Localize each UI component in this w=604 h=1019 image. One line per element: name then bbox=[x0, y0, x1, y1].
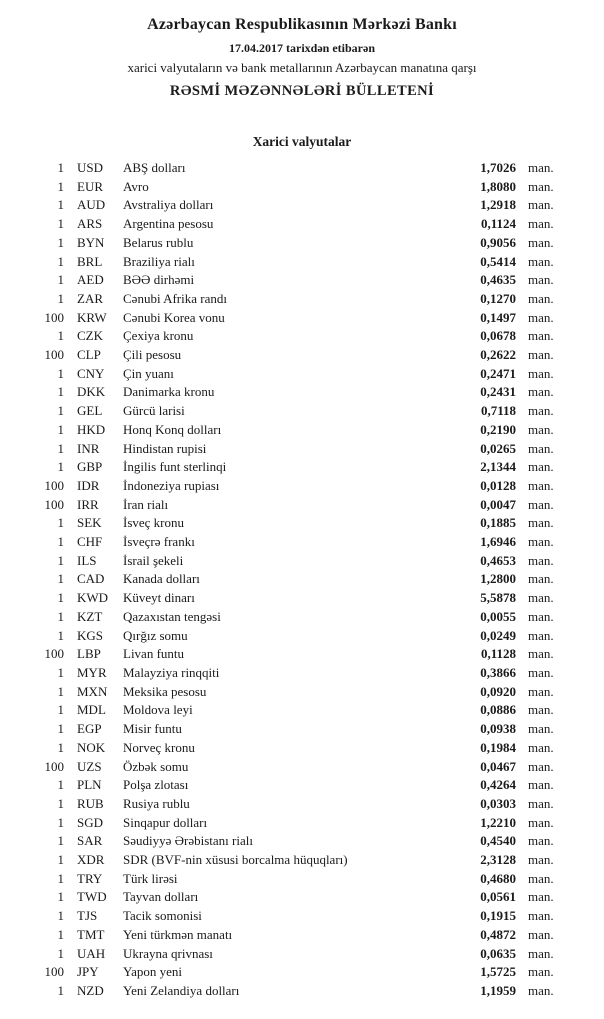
currency-unit: man. bbox=[528, 646, 554, 662]
currency-code: SEK bbox=[77, 515, 102, 531]
currency-code: CAD bbox=[77, 571, 105, 587]
currency-name: Cənubi Korea vonu bbox=[123, 309, 225, 325]
table-row bbox=[36, 215, 564, 234]
table-row bbox=[36, 440, 564, 459]
currency-rate: 0,0249 bbox=[480, 627, 516, 643]
currency-code: DKK bbox=[77, 384, 106, 400]
currency-name: İran rialı bbox=[123, 496, 169, 512]
table-row bbox=[36, 776, 564, 795]
currency-unit: man. bbox=[528, 272, 554, 288]
table-row bbox=[36, 365, 564, 384]
currency-code: CHF bbox=[77, 534, 103, 550]
currency-quantity: 1 bbox=[57, 608, 64, 624]
currency-quantity: 1 bbox=[57, 814, 64, 830]
currency-rate: 1,7026 bbox=[480, 160, 516, 175]
table-row bbox=[36, 309, 564, 328]
currency-unit: man. bbox=[528, 982, 554, 998]
currency-unit: man. bbox=[528, 683, 554, 699]
currency-name: Honq Konq dolları bbox=[123, 421, 222, 437]
currency-rate: 0,7118 bbox=[480, 403, 516, 419]
table-row bbox=[36, 758, 564, 777]
currency-quantity: 1 bbox=[57, 178, 64, 194]
currency-rate: 0,4653 bbox=[480, 552, 516, 568]
currency-quantity: 1 bbox=[57, 590, 64, 606]
currency-unit: man. bbox=[528, 926, 554, 942]
currency-rate: 0,2622 bbox=[480, 347, 516, 363]
currency-code: JPY bbox=[77, 964, 99, 980]
currency-code: IRR bbox=[77, 496, 99, 512]
currency-name: Argentina pesosu bbox=[123, 216, 214, 232]
currency-rate: 0,0920 bbox=[480, 683, 516, 699]
currency-name: Kanada dolları bbox=[123, 571, 200, 587]
currency-code: TRY bbox=[77, 870, 103, 886]
currency-name: İsrail şekeli bbox=[123, 552, 184, 568]
currency-rate: 0,0938 bbox=[480, 721, 516, 737]
currency-unit: man. bbox=[528, 590, 554, 606]
currency-quantity: 1 bbox=[57, 197, 64, 213]
currency-rate: 1,6946 bbox=[480, 534, 516, 550]
currency-quantity: 1 bbox=[57, 421, 64, 437]
currency-code: CZK bbox=[77, 328, 103, 344]
currency-unit: man. bbox=[528, 758, 554, 774]
currency-code: GEL bbox=[77, 403, 103, 419]
table-row bbox=[36, 458, 564, 477]
table-row bbox=[36, 421, 564, 440]
currency-unit: man. bbox=[528, 964, 554, 980]
currency-name: Yeni Zelandiya dolları bbox=[123, 982, 240, 998]
currency-name: Çin yuanı bbox=[123, 365, 174, 381]
currency-name: ABŞ dolları bbox=[123, 160, 186, 175]
currency-quantity: 1 bbox=[57, 870, 64, 886]
currency-unit: man. bbox=[528, 945, 554, 961]
currency-unit: man. bbox=[528, 739, 554, 755]
currency-rate: 2,1344 bbox=[480, 459, 516, 475]
currency-quantity: 100 bbox=[44, 964, 64, 980]
currency-rate: 0,4264 bbox=[480, 777, 516, 793]
currency-unit: man. bbox=[528, 290, 554, 306]
table-row bbox=[36, 552, 564, 571]
table-row bbox=[36, 870, 564, 889]
currency-name: Tacik somonisi bbox=[123, 908, 202, 924]
currency-code: GBP bbox=[77, 459, 103, 475]
currency-rate: 1,8080 bbox=[480, 178, 516, 194]
currency-unit: man. bbox=[528, 664, 554, 680]
currency-name: Braziliya rialı bbox=[123, 253, 195, 269]
currency-quantity: 1 bbox=[57, 833, 64, 849]
effective-date-line: 17.04.2017 tarixdən etibarən bbox=[229, 41, 375, 55]
currency-rate: 0,0047 bbox=[480, 496, 516, 512]
currency-name: İsveçrə frankı bbox=[123, 534, 195, 550]
currency-code: NOK bbox=[77, 739, 106, 755]
currency-code: AUD bbox=[77, 197, 106, 213]
currency-unit: man. bbox=[528, 403, 554, 419]
currency-rate: 0,4540 bbox=[480, 833, 516, 849]
table-row bbox=[36, 570, 564, 589]
currency-name: Küveyt dinarı bbox=[123, 590, 195, 606]
currency-name: Avstraliya dolları bbox=[123, 197, 214, 213]
currency-name: Norveç kronu bbox=[123, 739, 195, 755]
currency-code: IDR bbox=[77, 477, 100, 493]
currency-rate: 0,0886 bbox=[480, 702, 516, 718]
currency-rate: 0,1885 bbox=[480, 515, 516, 531]
currency-rate: 0,1270 bbox=[480, 290, 516, 306]
table-row bbox=[36, 253, 564, 272]
table-row bbox=[36, 701, 564, 720]
table-row bbox=[36, 645, 564, 664]
table-row bbox=[36, 683, 564, 702]
currency-quantity: 1 bbox=[57, 982, 64, 998]
currency-quantity: 1 bbox=[57, 664, 64, 680]
currency-name: Malayziya rinqqiti bbox=[123, 664, 220, 680]
currency-rate: 0,4635 bbox=[480, 272, 516, 288]
currency-unit: man. bbox=[528, 571, 554, 587]
currency-quantity: 1 bbox=[57, 702, 64, 718]
table-row bbox=[36, 327, 564, 346]
currency-quantity: 1 bbox=[57, 683, 64, 699]
currency-code: ZAR bbox=[77, 290, 103, 306]
table-row bbox=[36, 514, 564, 533]
currency-unit: man. bbox=[528, 627, 554, 643]
currency-name: BƏƏ dirhəmi bbox=[123, 272, 195, 288]
currency-unit: man. bbox=[528, 160, 554, 175]
table-row bbox=[36, 720, 564, 739]
currency-unit: man. bbox=[528, 197, 554, 213]
currency-rate: 0,0055 bbox=[480, 608, 516, 624]
currency-name: Səudiyyə Ərəbistanı rialı bbox=[123, 833, 253, 849]
currency-rate: 0,0678 bbox=[480, 328, 516, 344]
currency-rate: 0,1128 bbox=[480, 646, 516, 662]
currency-code: BYN bbox=[77, 234, 105, 250]
currency-unit: man. bbox=[528, 777, 554, 793]
currency-quantity: 1 bbox=[57, 253, 64, 269]
table-row bbox=[36, 608, 564, 627]
currency-rate: 0,1915 bbox=[480, 908, 516, 924]
currency-quantity: 1 bbox=[57, 627, 64, 643]
currency-code: SAR bbox=[77, 833, 103, 849]
table-row bbox=[36, 589, 564, 608]
currency-code: RUB bbox=[77, 795, 104, 811]
currency-unit: man. bbox=[528, 477, 554, 493]
currency-quantity: 1 bbox=[57, 852, 64, 868]
currency-unit: man. bbox=[528, 365, 554, 381]
table-row bbox=[36, 627, 564, 646]
currency-code: UAH bbox=[77, 945, 106, 961]
currency-name: Hindistan rupisi bbox=[123, 440, 207, 456]
currency-rate: 0,5414 bbox=[480, 253, 516, 269]
currency-rate: 0,2431 bbox=[480, 384, 516, 400]
currency-unit: man. bbox=[528, 889, 554, 905]
bank-name-heading: Azərbaycan Respublikasının Mərkəzi Bankı bbox=[147, 16, 457, 33]
currency-name: Cənubi Afrika randı bbox=[123, 290, 227, 306]
table-row bbox=[36, 739, 564, 758]
table-row bbox=[36, 533, 564, 552]
currency-rate: 2,3128 bbox=[480, 852, 516, 868]
currency-name: SDR (BVF-nin xüsusi borcalma hüquqları) bbox=[123, 852, 348, 868]
currency-code: EGP bbox=[77, 721, 102, 737]
currency-code: CLP bbox=[77, 347, 101, 363]
currency-quantity: 1 bbox=[57, 515, 64, 531]
currency-unit: man. bbox=[528, 552, 554, 568]
currency-rate: 0,0128 bbox=[480, 477, 516, 493]
currency-name: Gürcü larisi bbox=[123, 403, 185, 419]
currency-quantity: 1 bbox=[57, 459, 64, 475]
table-row bbox=[36, 795, 564, 814]
table-row bbox=[36, 982, 564, 1001]
currency-code: KWD bbox=[77, 590, 109, 606]
currency-code: MDL bbox=[77, 702, 106, 718]
currency-quantity: 100 bbox=[44, 347, 64, 363]
table-row bbox=[36, 402, 564, 421]
currency-name: Sinqapur dolları bbox=[123, 814, 208, 830]
table-row bbox=[36, 963, 564, 982]
currency-name: Çili pesosu bbox=[123, 347, 182, 363]
currency-quantity: 100 bbox=[44, 646, 64, 662]
currency-unit: man. bbox=[528, 814, 554, 830]
currency-rate: 0,0303 bbox=[480, 795, 516, 811]
currency-name: Livan funtu bbox=[123, 646, 185, 662]
currency-name: Rusiya rublu bbox=[123, 795, 190, 811]
currency-rate: 1,2210 bbox=[480, 814, 516, 830]
table-row bbox=[36, 271, 564, 290]
currency-unit: man. bbox=[528, 253, 554, 269]
currency-rate: 1,1959 bbox=[480, 982, 516, 998]
currency-rate: 0,2190 bbox=[480, 421, 516, 437]
currency-rate: 0,4680 bbox=[480, 870, 516, 886]
currency-quantity: 1 bbox=[57, 272, 64, 288]
currency-unit: man. bbox=[528, 702, 554, 718]
currency-code: HKD bbox=[77, 421, 106, 437]
currency-unit: man. bbox=[528, 421, 554, 437]
currency-quantity: 1 bbox=[57, 403, 64, 419]
table-row bbox=[36, 346, 564, 365]
currency-quantity: 1 bbox=[57, 926, 64, 942]
currency-code: LBP bbox=[77, 646, 101, 662]
currency-unit: man. bbox=[528, 795, 554, 811]
currency-rate: 0,0265 bbox=[480, 440, 516, 456]
currency-unit: man. bbox=[528, 908, 554, 924]
currency-unit: man. bbox=[528, 347, 554, 363]
table-row bbox=[36, 907, 564, 926]
currency-unit: man. bbox=[528, 608, 554, 624]
currency-code: ILS bbox=[77, 552, 97, 568]
currency-code: CNY bbox=[77, 365, 105, 381]
currency-name: İngilis funt sterlinqi bbox=[123, 459, 227, 475]
currency-unit: man. bbox=[528, 833, 554, 849]
currency-unit: man. bbox=[528, 440, 554, 456]
currency-rate: 0,9056 bbox=[480, 234, 516, 250]
currency-name: Qırğız somu bbox=[123, 627, 188, 643]
currency-rate: 0,0561 bbox=[480, 889, 516, 905]
table-row bbox=[36, 945, 564, 964]
currency-name: Türk lirəsi bbox=[123, 870, 178, 886]
table-row bbox=[36, 814, 564, 833]
currency-name: Tayvan dolları bbox=[123, 889, 199, 905]
currency-unit: man. bbox=[528, 515, 554, 531]
currency-quantity: 1 bbox=[57, 290, 64, 306]
currency-rate: 0,4872 bbox=[480, 926, 516, 942]
bulletin-title: RƏSMİ MƏZƏNNƏLƏRİ BÜLLETENİ bbox=[169, 83, 435, 99]
currency-name: İsveç kronu bbox=[123, 515, 185, 531]
currency-code: NZD bbox=[77, 982, 104, 998]
table-row bbox=[36, 178, 564, 197]
currency-name: Yapon yeni bbox=[123, 964, 182, 980]
currency-name: İndoneziya rupiası bbox=[123, 477, 220, 493]
currency-rate: 0,0467 bbox=[480, 758, 516, 774]
currency-quantity: 1 bbox=[57, 571, 64, 587]
table-row bbox=[36, 496, 564, 515]
currency-name: Belarus rublu bbox=[123, 234, 194, 250]
currency-code: ARS bbox=[77, 216, 103, 232]
currency-quantity: 1 bbox=[57, 440, 64, 456]
currency-unit: man. bbox=[528, 384, 554, 400]
table-row bbox=[36, 664, 564, 683]
currency-quantity: 1 bbox=[57, 216, 64, 232]
table-row bbox=[36, 832, 564, 851]
currency-unit: man. bbox=[528, 178, 554, 194]
currency-code: MXN bbox=[77, 683, 108, 699]
currency-quantity: 100 bbox=[44, 477, 64, 493]
table-row bbox=[36, 888, 564, 907]
currency-rate: 1,5725 bbox=[480, 964, 516, 980]
currency-rate: 0,2471 bbox=[480, 365, 516, 381]
currency-quantity: 1 bbox=[57, 234, 64, 250]
currency-rate: 5,5878 bbox=[480, 590, 516, 606]
currency-rate: 0,3866 bbox=[480, 664, 516, 680]
currency-quantity: 1 bbox=[57, 777, 64, 793]
section-title-foreign-currencies: Xarici valyutalar bbox=[252, 134, 352, 149]
currency-quantity: 1 bbox=[57, 160, 64, 175]
currency-code: PLN bbox=[77, 777, 102, 793]
currency-unit: man. bbox=[528, 496, 554, 512]
table-row bbox=[36, 477, 564, 496]
currency-quantity: 1 bbox=[57, 795, 64, 811]
currency-code: TJS bbox=[77, 908, 98, 924]
currency-unit: man. bbox=[528, 852, 554, 868]
currency-code: KGS bbox=[77, 627, 104, 643]
currency-quantity: 1 bbox=[57, 739, 64, 755]
currency-name: Ukrayna qrivnası bbox=[123, 945, 213, 961]
currency-rate: 0,0635 bbox=[480, 945, 516, 961]
currency-code: BRL bbox=[77, 253, 103, 269]
table-row bbox=[36, 290, 564, 309]
currency-quantity: 100 bbox=[44, 496, 64, 512]
currency-quantity: 1 bbox=[57, 889, 64, 905]
table-row bbox=[36, 196, 564, 215]
currency-rate: 0,1984 bbox=[480, 739, 516, 755]
currency-quantity: 1 bbox=[57, 384, 64, 400]
currency-name: Özbək somu bbox=[123, 758, 189, 774]
currency-code: AED bbox=[77, 272, 104, 288]
currency-quantity: 1 bbox=[57, 945, 64, 961]
currency-name: Meksika pesosu bbox=[123, 683, 207, 699]
currency-unit: man. bbox=[528, 234, 554, 250]
currency-quantity: 1 bbox=[57, 552, 64, 568]
currency-name: Qazaxıstan tengəsi bbox=[123, 608, 221, 624]
currency-code: INR bbox=[77, 440, 100, 456]
currency-unit: man. bbox=[528, 459, 554, 475]
currency-name: Moldova leyi bbox=[123, 702, 193, 718]
table-row bbox=[36, 159, 564, 178]
currency-rate: 1,2800 bbox=[480, 571, 516, 587]
currency-unit: man. bbox=[528, 216, 554, 232]
currency-quantity: 1 bbox=[57, 908, 64, 924]
table-row bbox=[36, 851, 564, 870]
table-row bbox=[36, 234, 564, 253]
table-row bbox=[36, 383, 564, 402]
currency-code: EUR bbox=[77, 178, 103, 194]
rates-table bbox=[0, 159, 604, 1019]
currency-code: TWD bbox=[77, 889, 107, 905]
currency-name: Misir funtu bbox=[123, 721, 182, 737]
currency-unit: man. bbox=[528, 870, 554, 886]
currency-code: XDR bbox=[77, 852, 105, 868]
table-row bbox=[36, 926, 564, 945]
currency-code: UZS bbox=[77, 758, 102, 774]
currency-name: Yeni türkmən manatı bbox=[123, 926, 233, 942]
currency-name: Danimarka kronu bbox=[123, 384, 215, 400]
bulletin-subtitle: xarici valyutaların və bank metallarının Azərbaycan manatına qarşı bbox=[127, 60, 477, 75]
currency-name: Polşa zlotası bbox=[123, 777, 189, 793]
currency-unit: man. bbox=[528, 309, 554, 325]
currency-name: Avro bbox=[123, 178, 149, 194]
currency-unit: man. bbox=[528, 534, 554, 550]
currency-rate: 1,2918 bbox=[480, 197, 516, 213]
currency-code: MYR bbox=[77, 664, 107, 680]
currency-quantity: 1 bbox=[57, 534, 64, 550]
currency-quantity: 1 bbox=[57, 328, 64, 344]
currency-rate: 0,1497 bbox=[480, 309, 516, 325]
currency-code: KZT bbox=[77, 608, 103, 624]
currency-code: USD bbox=[77, 160, 104, 175]
currency-code: TMT bbox=[77, 926, 105, 942]
currency-unit: man. bbox=[528, 328, 554, 344]
currency-name: Çexiya kronu bbox=[123, 328, 194, 344]
currency-code: KRW bbox=[77, 309, 107, 325]
currency-unit: man. bbox=[528, 721, 554, 737]
currency-quantity: 1 bbox=[57, 721, 64, 737]
currency-code: SGD bbox=[77, 814, 104, 830]
currency-quantity: 100 bbox=[44, 758, 64, 774]
currency-quantity: 100 bbox=[44, 309, 64, 325]
currency-rate: 0,1124 bbox=[480, 216, 516, 232]
currency-quantity: 1 bbox=[57, 365, 64, 381]
